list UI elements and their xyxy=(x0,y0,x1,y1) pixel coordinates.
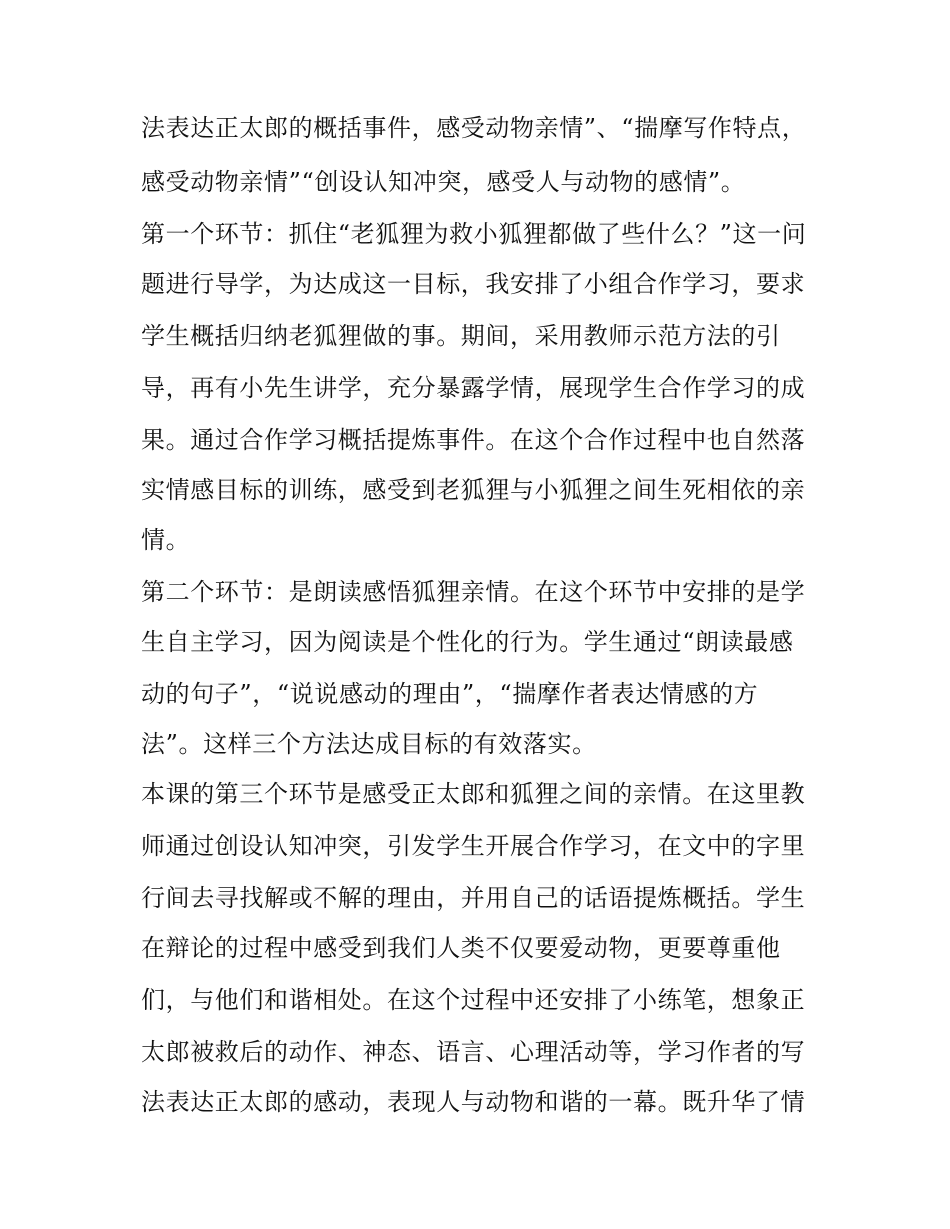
text-line: 题进行导学，为达成这一目标，我安排了小组合作学习，要求 xyxy=(141,270,806,298)
text-line: 情。 xyxy=(141,526,191,554)
text-line: 法表达正太郎的概括事件，感受动物亲情”、“揣摩写作特点， xyxy=(141,114,807,142)
text-line: 第二个环节：是朗读感悟狐狸亲情。在这个环节中安排的是学 xyxy=(141,578,806,606)
text-line: 学生概括归纳老狐狸做的事。期间，采用教师示范方法的引 xyxy=(141,322,781,350)
text-line: 感受动物亲情”“创设认知冲突，感受人与动物的感情”。 xyxy=(141,168,746,196)
text-line: 们，与他们和谐相处。在这个过程中还安排了小练笔，想象正 xyxy=(141,986,806,1014)
text-line: 在辩论的过程中感受到我们人类不仅要爱动物，更要尊重他 xyxy=(141,934,781,962)
text-line: 生自主学习，因为阅读是个性化的行为。学生通过“朗读最感 xyxy=(141,628,794,656)
text-line: 导，再有小先生讲学，充分暴露学情，展现学生合作学习的成 xyxy=(141,374,806,402)
text-line: 第一个环节：抓住“老狐狸为救小狐狸都做了些什么？”这一问 xyxy=(141,220,807,248)
text-line: 法”。这样三个方法达成目标的有效落实。 xyxy=(141,730,597,758)
text-line: 法表达正太郎的感动，表现人与动物和谐的一幕。既升华了情 xyxy=(141,1088,806,1116)
text-line: 动的句子”，“说说感动的理由”，“揣摩作者表达情感的方 xyxy=(141,680,759,708)
text-line: 果。通过合作学习概括提炼事件。在这个合作过程中也自然落 xyxy=(141,426,806,454)
text-line: 太郎被救后的动作、神态、语言、心理活动等，学习作者的写 xyxy=(141,1038,806,1066)
text-line: 本课的第三个环节是感受正太郎和狐狸之间的亲情。在这里教 xyxy=(141,780,806,808)
text-line: 师通过创设认知冲突，引发学生开展合作学习，在文中的字里 xyxy=(141,832,806,860)
text-line: 行间去寻找解或不解的理由，并用自己的话语提炼概括。学生 xyxy=(141,884,806,912)
text-line: 实情感目标的训练，感受到老狐狸与小狐狸之间生死相依的亲 xyxy=(141,476,806,504)
